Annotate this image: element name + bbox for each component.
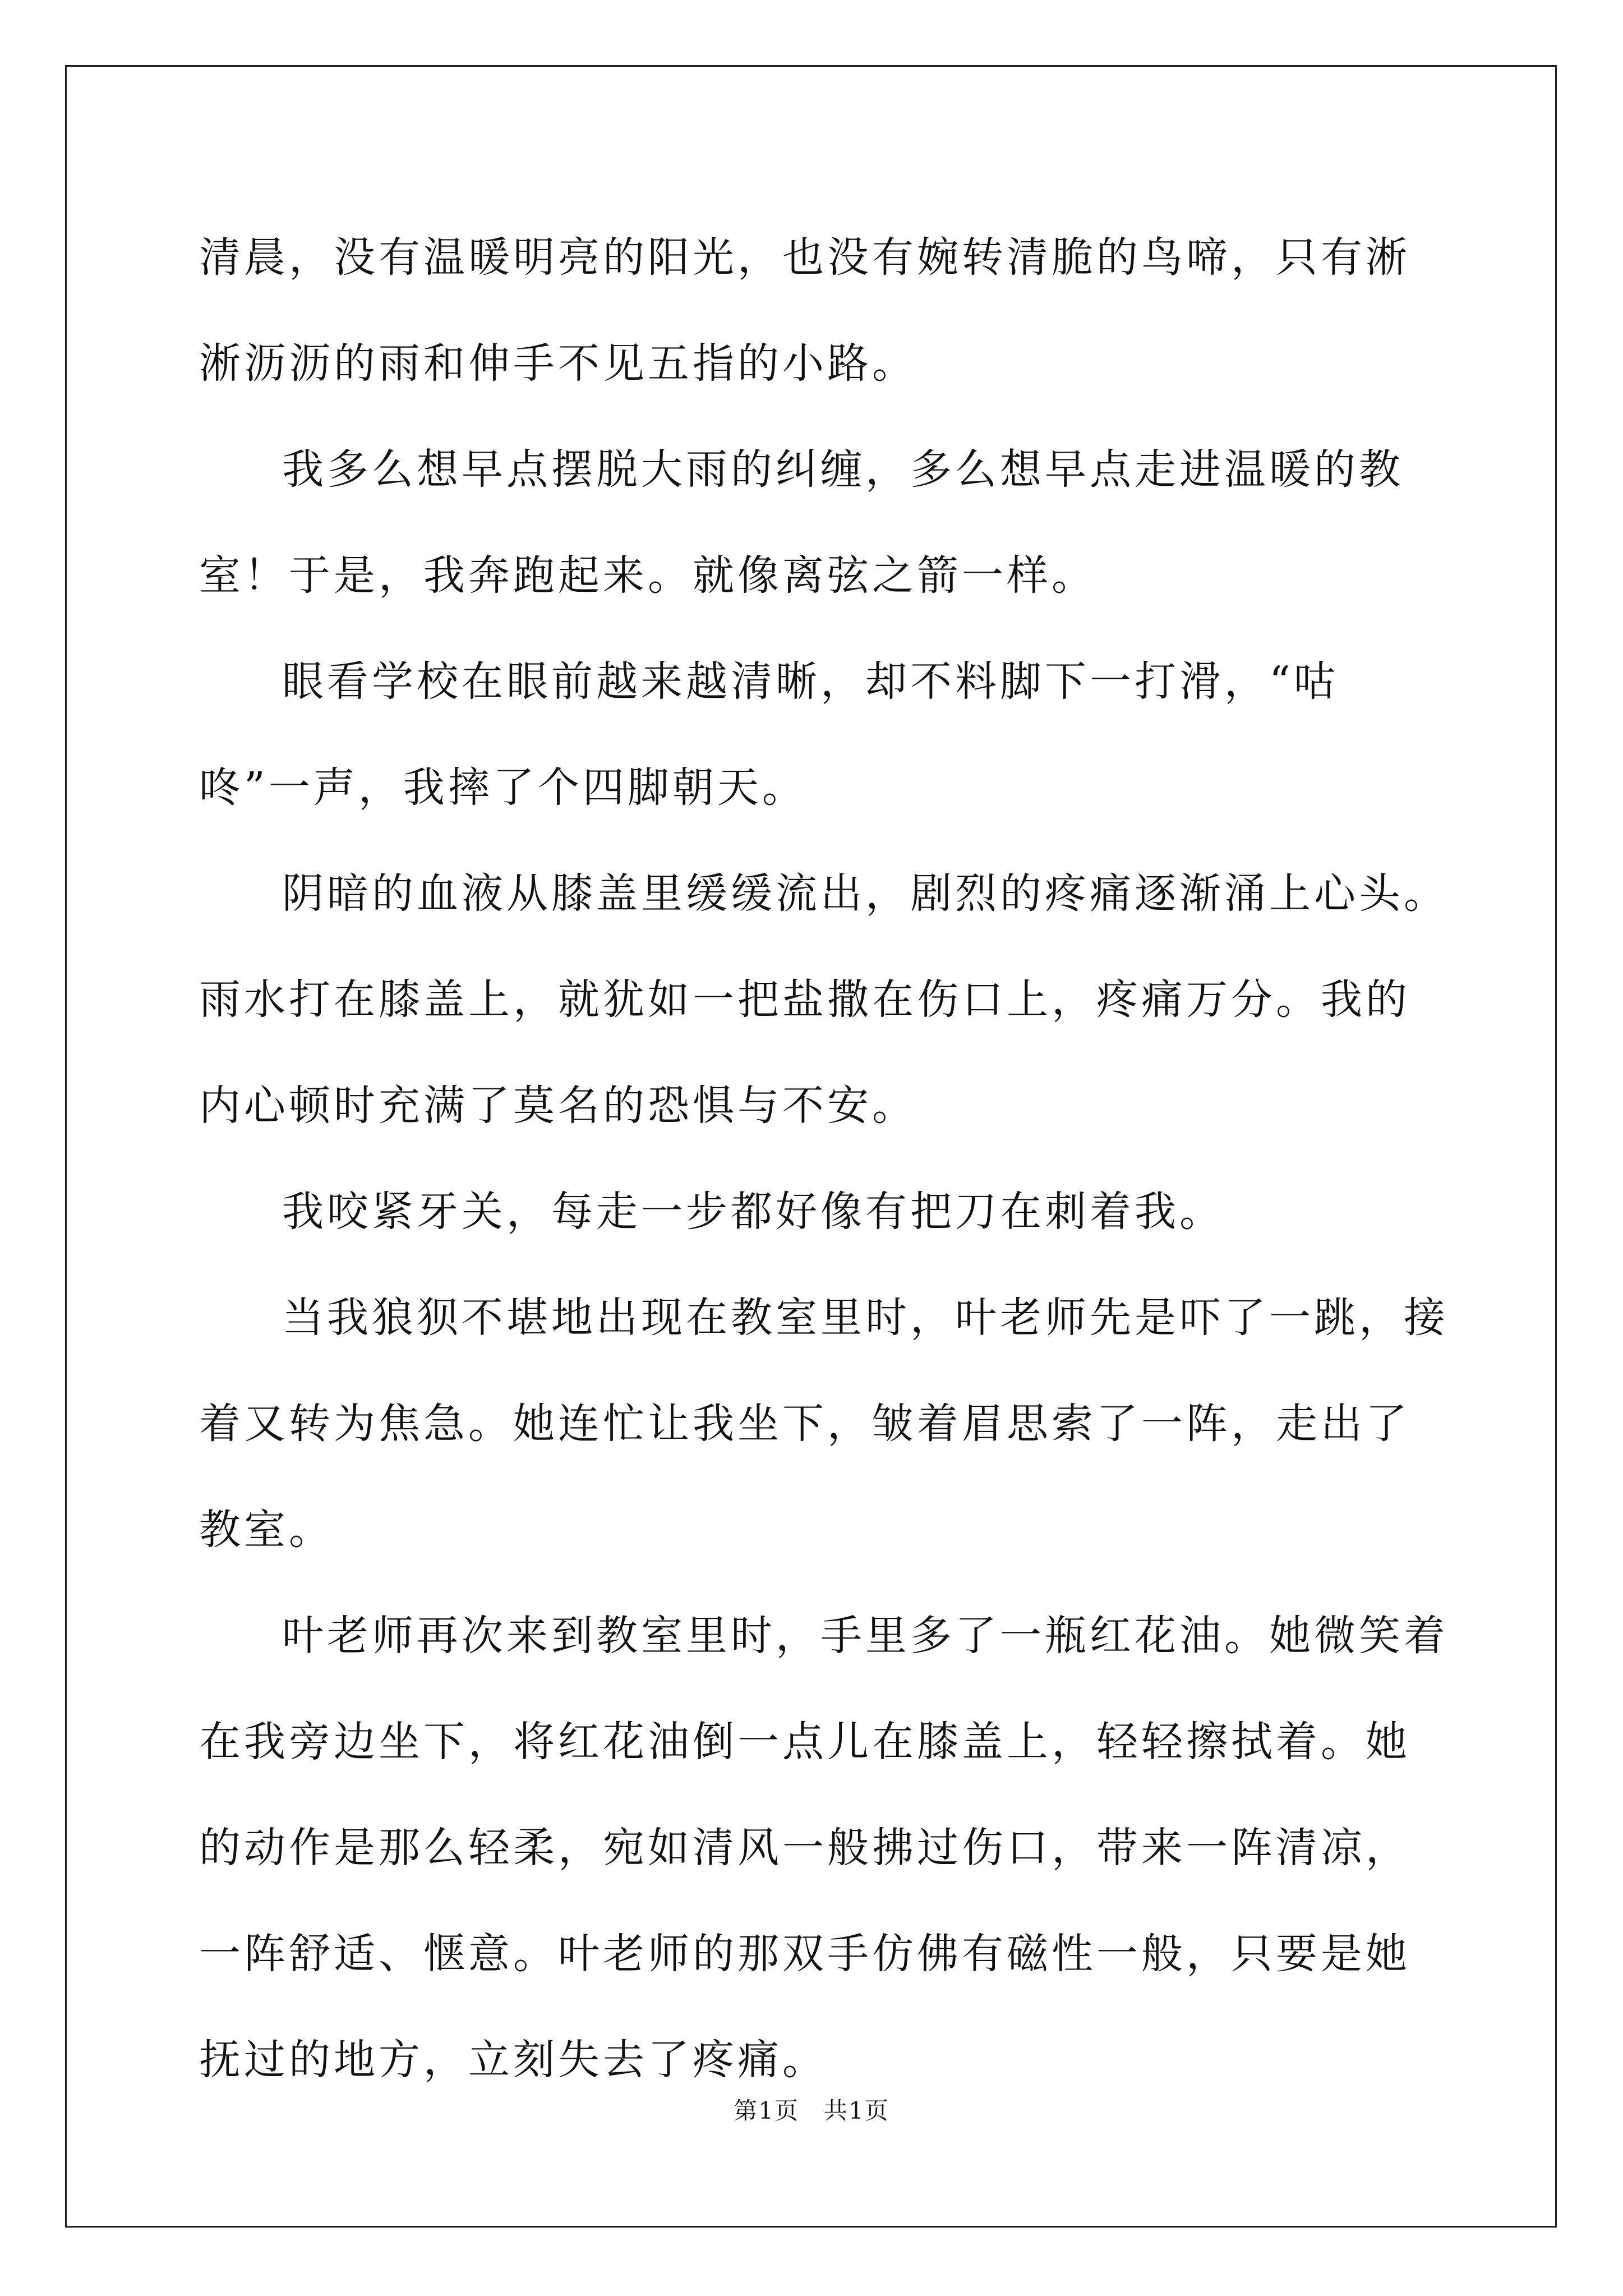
paragraph: 清晨，没有温暖明亮的阳光，也没有婉转清脆的鸟啼，只有淅淅沥沥的雨和伸手不见五指的小路。 <box>199 233 1410 388</box>
paragraph: 当我狼狈不堪地出现在教室里时，叶老师先是吓了一跳，接着又转为焦急。她连忙让我坐下，皱着眉思索了一阵，走出了教室。 <box>199 1294 1449 1554</box>
paragraph: 阴暗的血液从膝盖里缓缓流出，剧烈的疼痛逐渐涌上心头。雨水打在膝盖上，就犹如一把盐撒在伤口上，疼痛万分。我的内心顿时充满了莫名的恐惧与不安。 <box>199 869 1449 1130</box>
paragraph: 眼看学校在眼前越来越清晰，却不料脚下一打滑，“咕咚”一声，我摔了个四脚朝天。 <box>199 657 1339 812</box>
document-body <box>199 205 1450 2113</box>
paragraph: 叶老师再次来到教室里时，手里多了一瓶红花油。她微笑着在我旁边坐下，将红花油倒一点儿在膝盖上，轻轻擦拭着。她的动作是那么轻柔，宛如清风一般拂过伤口，带来一阵清凉，一阵舒适、惬意。叶老师的那双手仿佛有磁性一般，只要是她抚过的地方，立刻失去了疼痛。 <box>199 1612 1449 2084</box>
paragraph: 我咬紧牙关，每走一步都好像有把刀在刺着我。 <box>282 1188 1224 1236</box>
paragraph: 我多么想早点摆脱大雨的纠缠，多么想早点走进温暖的教室！于是，我奔跑起来。就像离弦之箭一样。 <box>199 445 1404 600</box>
page-footer: 第1页 共1页 <box>734 2097 889 2124</box>
